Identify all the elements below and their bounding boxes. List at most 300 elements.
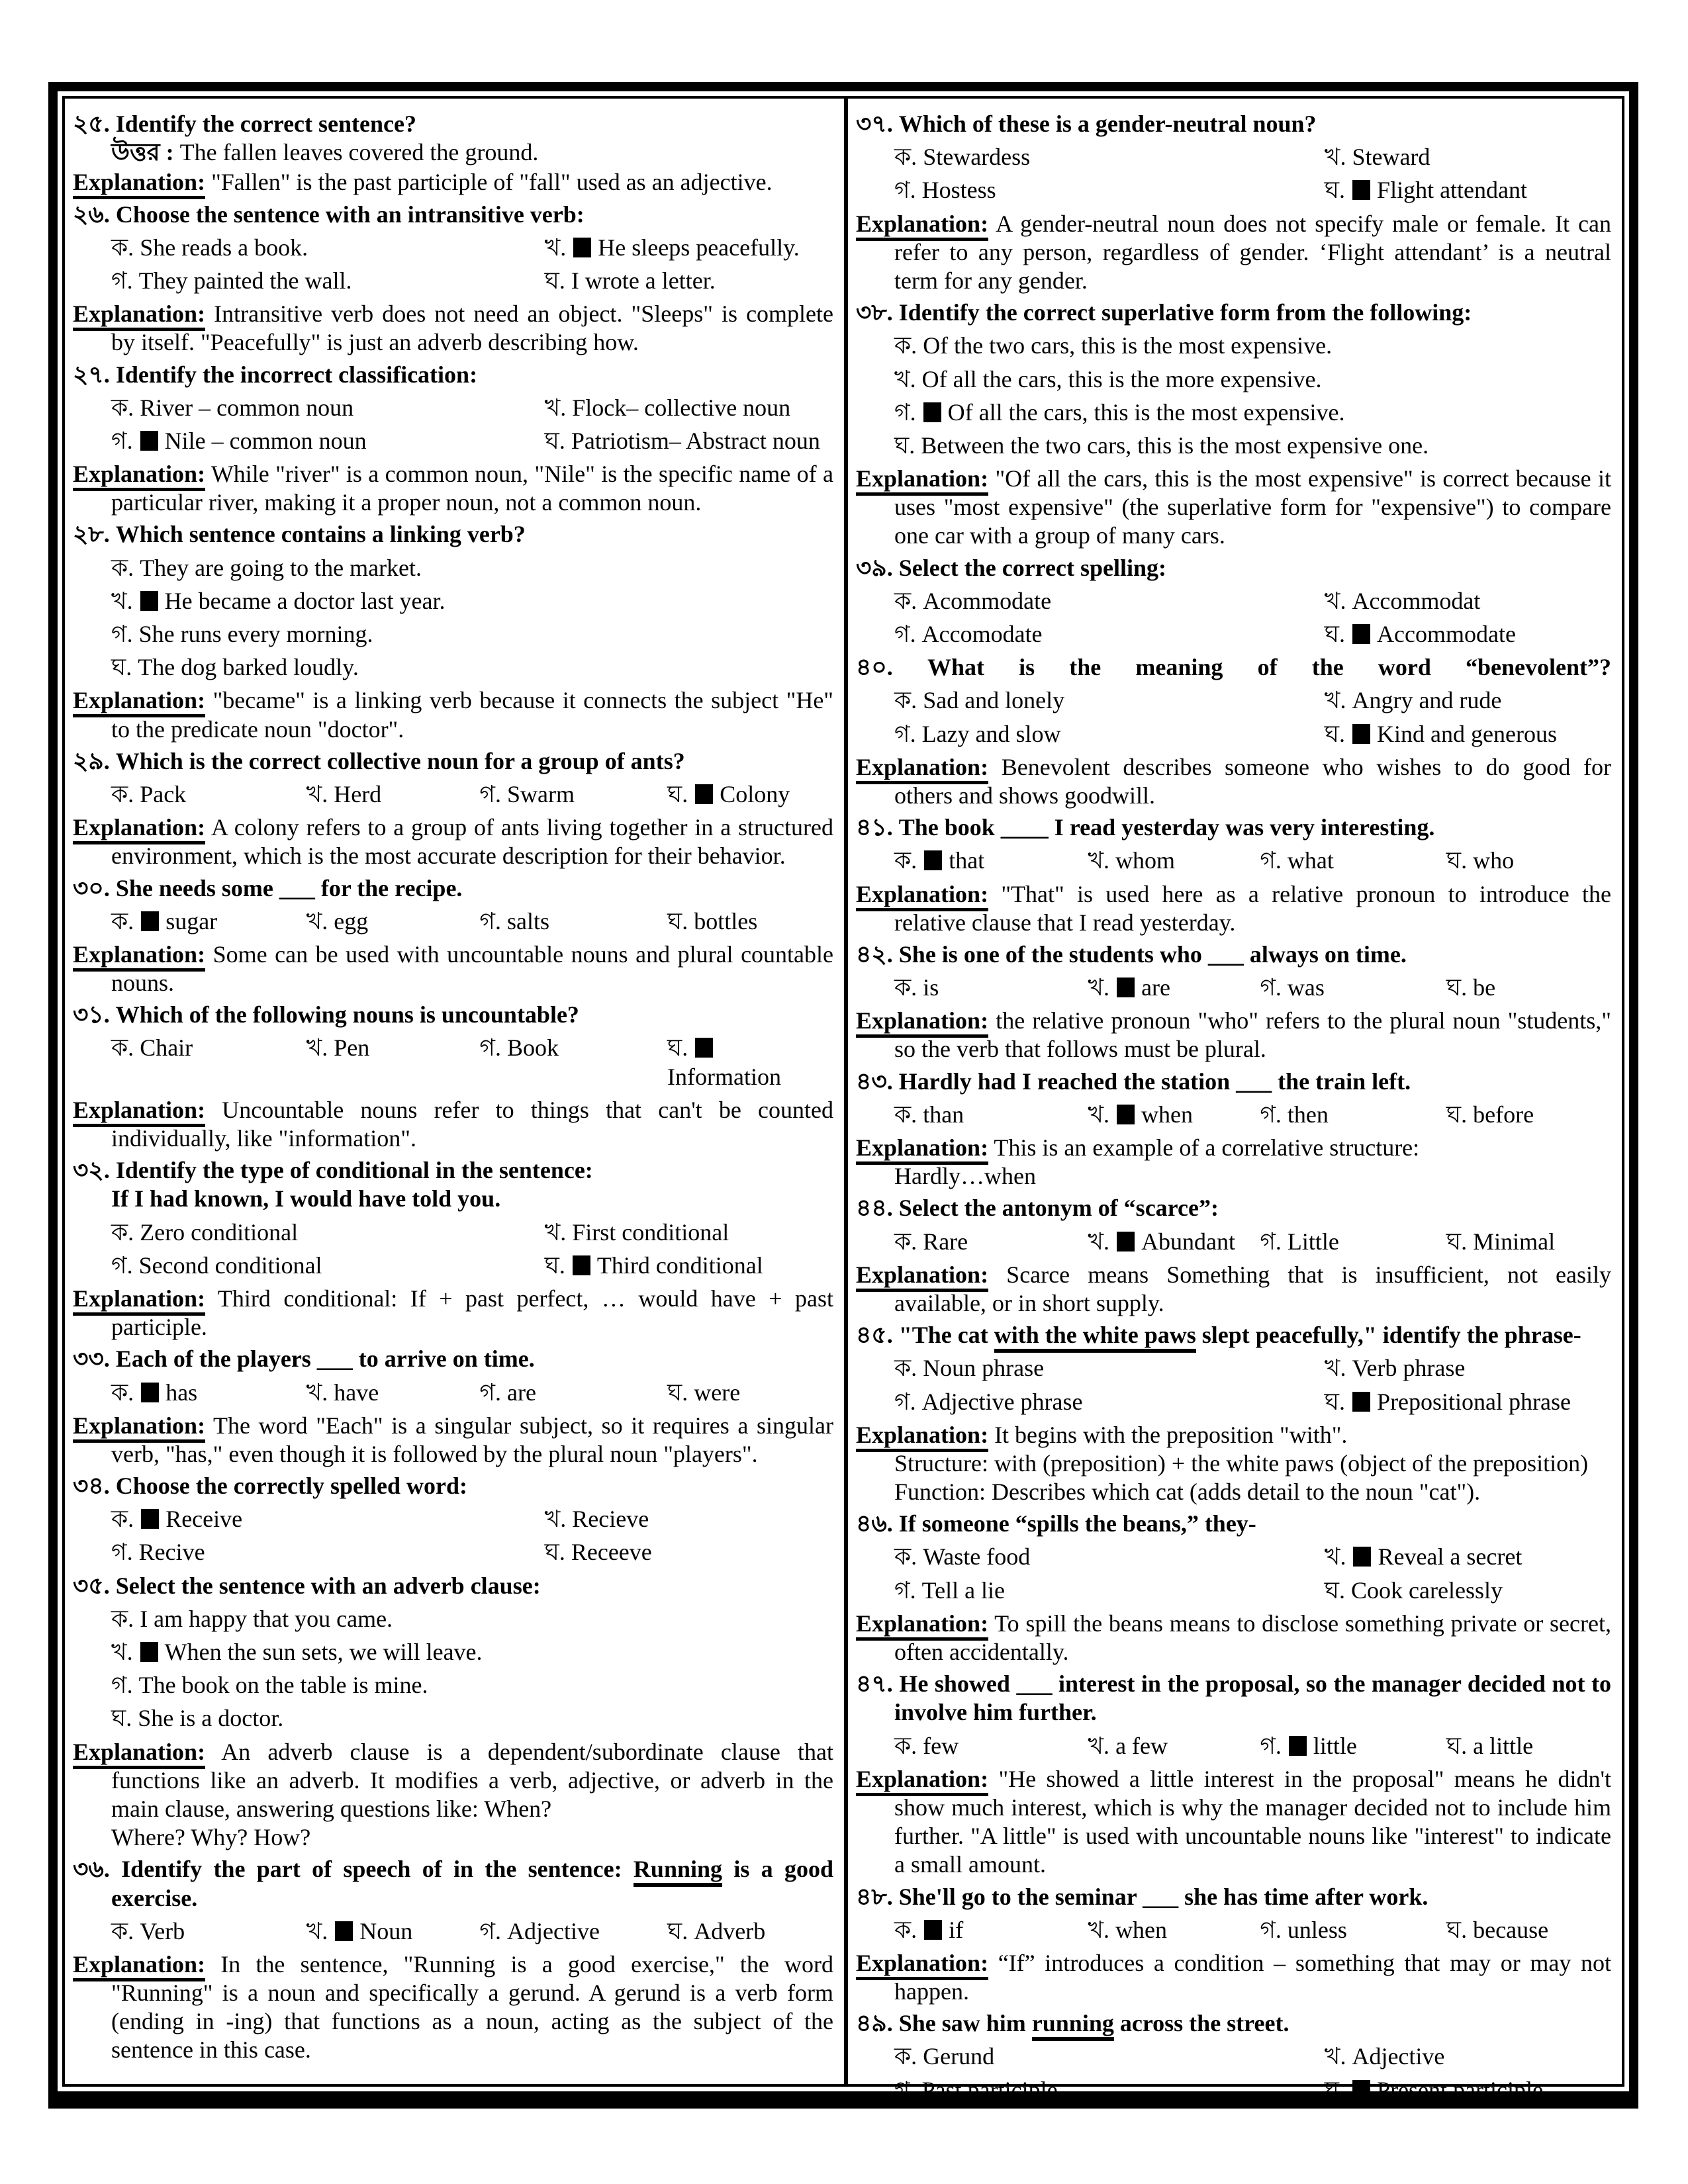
question-number: ৩৯. bbox=[856, 554, 893, 581]
answer-marker-icon bbox=[140, 431, 158, 451]
option-label: ঘ. bbox=[1324, 1388, 1346, 1415]
option-text: Second conditional bbox=[138, 1251, 322, 1279]
option-text: Gerund bbox=[923, 2043, 995, 2070]
option-text: than bbox=[923, 1101, 964, 1128]
option-label: ঘ. bbox=[1446, 847, 1468, 874]
option-text: The book on the table is mine. bbox=[138, 1672, 428, 1699]
answer-marker-icon bbox=[141, 1383, 159, 1402]
question-header-text: with the white paws bbox=[994, 1322, 1196, 1353]
question-header bbox=[856, 1321, 1611, 1349]
option-label: ক. bbox=[111, 1506, 134, 1533]
option-text: has bbox=[165, 1379, 198, 1406]
option-text: Steward bbox=[1352, 144, 1430, 171]
option-text: I wrote a letter. bbox=[571, 267, 716, 294]
option-text: when bbox=[1141, 1101, 1194, 1128]
option-text: Flight attendant bbox=[1377, 177, 1528, 204]
option bbox=[1325, 720, 1611, 749]
option bbox=[1260, 974, 1446, 1002]
option bbox=[111, 1917, 306, 1946]
option bbox=[894, 846, 1088, 875]
option bbox=[545, 1538, 833, 1567]
option-label: খ. bbox=[1324, 144, 1346, 171]
option bbox=[667, 907, 833, 936]
option-text: Chair bbox=[140, 1034, 193, 1062]
option-text: Flock– collective noun bbox=[572, 394, 791, 421]
option bbox=[1325, 1576, 1611, 1605]
options-row bbox=[73, 1671, 833, 1700]
option bbox=[479, 1034, 667, 1091]
options-row bbox=[73, 1505, 833, 1533]
explanation bbox=[73, 1738, 833, 1824]
question-subheader: If I had known, I would have told you. bbox=[111, 1185, 501, 1212]
option-text: Verb phrase bbox=[1352, 1355, 1466, 1382]
option bbox=[894, 974, 1088, 1002]
option bbox=[306, 1917, 480, 1946]
option-label: গ. bbox=[479, 1917, 501, 1944]
option-text: Tell a lie bbox=[921, 1576, 1006, 1604]
question-header bbox=[73, 874, 833, 903]
question-block bbox=[856, 110, 1611, 295]
explanation bbox=[73, 460, 833, 517]
option-text: are bbox=[507, 1379, 536, 1406]
explanation-label: Explanation: bbox=[73, 1739, 205, 1769]
option-label: ক. bbox=[111, 1605, 134, 1632]
option-text: whom bbox=[1115, 847, 1176, 874]
option bbox=[1446, 1101, 1611, 1129]
explanation-line: Hardly…when bbox=[894, 1163, 1036, 1190]
question-header-text: If someone “spills the beans,” they- bbox=[898, 1510, 1256, 1537]
explanation-text: Some can be used with uncountable nouns and plural countable nouns. bbox=[111, 940, 834, 997]
option-label: খ. bbox=[544, 1506, 567, 1533]
option bbox=[1446, 846, 1611, 875]
explanation-text: A gender-neutral noun does not specify male or female. It can refer to any person, regardless of gender. ‘Flight attendant’ is a neutral term for any gender. bbox=[894, 210, 1611, 294]
question-header-text: Identify the incorrect classification: bbox=[115, 361, 478, 388]
option-label: খ. bbox=[894, 365, 916, 392]
option bbox=[894, 1916, 1088, 1944]
question-block bbox=[856, 298, 1611, 551]
option bbox=[111, 1505, 545, 1533]
question-header-text: The book ____ I read yesterday was very interesting. bbox=[898, 814, 1435, 841]
explanation bbox=[856, 880, 1611, 937]
option-text: before bbox=[1473, 1101, 1534, 1128]
question-header-text: across the street. bbox=[1113, 2010, 1289, 2037]
question-header-text: What is the meaning of the word “benevolent”? bbox=[927, 654, 1611, 681]
option-text: She reads a book. bbox=[140, 234, 308, 261]
option bbox=[545, 1218, 833, 1247]
option bbox=[894, 143, 1325, 171]
option bbox=[111, 621, 373, 647]
answer-marker-icon bbox=[141, 911, 159, 931]
option-label: খ. bbox=[306, 1917, 328, 1944]
question-block bbox=[856, 653, 1611, 810]
option bbox=[1325, 1354, 1611, 1383]
option-label: গ. bbox=[1260, 974, 1282, 1001]
option-text: When the sun sets, we will leave. bbox=[164, 1639, 483, 1665]
option-text: Colony bbox=[720, 780, 790, 807]
option bbox=[894, 720, 1325, 749]
options-row bbox=[73, 1704, 833, 1733]
explanation-text: An adverb clause is a dependent/subordinate clause that functions like an adverb. It modifies a verb, adjective, or adverb in the main clause, answering questions like: When? bbox=[111, 1738, 833, 1822]
explanation-text: While "river" is a common noun, "Nile" is the specific name of a particular river, making it a proper noun, not a common noun. bbox=[111, 461, 833, 516]
option bbox=[1260, 1228, 1446, 1256]
option bbox=[894, 2042, 1325, 2071]
option-label: ক. bbox=[894, 1916, 917, 1943]
option-text: Noun bbox=[359, 1917, 413, 1944]
explanation bbox=[73, 300, 833, 357]
explanation-label: Explanation: bbox=[856, 1766, 988, 1796]
explanation-text: To spill the beans means to disclose something private or secret, often accidentally. bbox=[894, 1610, 1611, 1665]
option-text: Angry and rude bbox=[1352, 687, 1502, 714]
explanation bbox=[856, 753, 1611, 810]
question-header-text: is a good exercise. bbox=[111, 1856, 834, 1911]
option-text: Between the two cars, this is the most expensive one. bbox=[921, 432, 1429, 459]
answer-marker-icon bbox=[140, 591, 158, 611]
option bbox=[894, 1228, 1088, 1256]
question-block bbox=[856, 2009, 1611, 2105]
option bbox=[894, 686, 1325, 715]
question-block bbox=[73, 1572, 833, 1852]
option-label: গ. bbox=[1260, 1916, 1282, 1943]
options-row bbox=[856, 974, 1611, 1002]
option-text: few bbox=[923, 1732, 959, 1759]
option-label: ক. bbox=[111, 780, 134, 807]
question-header-text: Which sentence contains a linking verb? bbox=[115, 521, 526, 548]
answer-marker-icon bbox=[1289, 1736, 1307, 1756]
answer-marker-icon bbox=[1352, 724, 1370, 744]
option-label: ঘ. bbox=[544, 427, 565, 454]
option-text: be bbox=[1473, 974, 1496, 1001]
option bbox=[1325, 686, 1611, 715]
question-header-text: Identify the part of speech of in the sentence: bbox=[121, 1856, 633, 1883]
page-frame bbox=[48, 82, 1638, 2109]
option bbox=[111, 780, 306, 809]
explanation-label: Explanation: bbox=[856, 754, 988, 784]
option-label: গ. bbox=[894, 1388, 916, 1415]
option bbox=[894, 1354, 1325, 1383]
option bbox=[667, 1034, 833, 1091]
option-text: Cook carelessly bbox=[1351, 1576, 1503, 1604]
question-block bbox=[73, 1156, 833, 1342]
options-row bbox=[73, 1251, 833, 1280]
options-row bbox=[73, 620, 833, 649]
option-text: who bbox=[1473, 847, 1515, 874]
explanation-line: Function: Describes which cat (adds detail to the noun "cat"). bbox=[894, 1479, 1481, 1506]
option-label: ক. bbox=[894, 687, 917, 714]
options-row bbox=[856, 1916, 1611, 1944]
option bbox=[1446, 1228, 1611, 1256]
question-header bbox=[73, 1572, 833, 1600]
option-text: salts bbox=[507, 907, 550, 934]
option-label: গ. bbox=[894, 1576, 916, 1604]
question-number: ২৫. bbox=[73, 111, 110, 137]
question-block bbox=[856, 1321, 1611, 1506]
option bbox=[894, 332, 1332, 359]
option-label: ক. bbox=[894, 1101, 917, 1128]
option bbox=[1325, 143, 1611, 171]
explanation-label: Explanation: bbox=[856, 1134, 988, 1165]
question-number: ৩৭. bbox=[856, 111, 893, 137]
option-text: Of all the cars, this is the most expensive. bbox=[947, 398, 1345, 426]
answer-marker-icon bbox=[573, 238, 591, 257]
option bbox=[894, 366, 1321, 392]
options-row bbox=[856, 846, 1611, 875]
option-label: গ. bbox=[894, 621, 916, 647]
option-label: ঘ. bbox=[111, 654, 132, 681]
option-label: ঘ. bbox=[667, 1379, 688, 1406]
option-label: গ. bbox=[111, 1672, 133, 1699]
option bbox=[111, 1034, 306, 1091]
option-text: sugar bbox=[165, 907, 218, 934]
explanation-label: Explanation: bbox=[856, 1007, 988, 1038]
answer-marker-icon bbox=[1117, 978, 1135, 997]
question-block bbox=[73, 1855, 833, 2064]
explanation bbox=[856, 1007, 1611, 1064]
option bbox=[1446, 1732, 1611, 1760]
option-label: ক. bbox=[894, 2043, 917, 2070]
option-text: Of the two cars, this is the most expensive. bbox=[923, 332, 1333, 359]
option-text: Stewardess bbox=[923, 144, 1031, 171]
question-header bbox=[856, 653, 1611, 682]
option-label: গ. bbox=[479, 1379, 501, 1406]
option-label: খ. bbox=[544, 394, 567, 421]
option-label: ক. bbox=[111, 1034, 134, 1062]
answer-text: The fallen leaves covered the ground. bbox=[179, 139, 539, 166]
options-row bbox=[73, 1638, 833, 1666]
option-text: Past participle bbox=[921, 2076, 1058, 2103]
question-block bbox=[73, 874, 833, 998]
option bbox=[1446, 1916, 1611, 1944]
option bbox=[111, 1705, 283, 1731]
option-label: ক. bbox=[894, 332, 917, 359]
option-label: খ. bbox=[306, 907, 328, 934]
explanation-text: Intransitive verb does not need an object. "Sleeps" is complete by itself. "Peacefully" is just an adverb describing how. bbox=[111, 300, 834, 356]
answer-marker-icon bbox=[695, 1038, 713, 1058]
option-label: খ. bbox=[1088, 1916, 1110, 1943]
explanation bbox=[73, 813, 833, 870]
explanation-text: Uncountable nouns refer to things that can't be counted individually, like "information". bbox=[111, 1096, 833, 1152]
answer-marker-icon bbox=[1352, 1392, 1370, 1412]
option bbox=[1088, 974, 1260, 1002]
question-header bbox=[73, 1001, 833, 1029]
options-row bbox=[856, 620, 1611, 649]
question-number: ৪৩. bbox=[856, 1068, 893, 1095]
option-text: if bbox=[949, 1916, 964, 1943]
option bbox=[111, 1251, 545, 1280]
options-row bbox=[856, 1576, 1611, 1605]
option bbox=[306, 1034, 480, 1091]
option-label: খ. bbox=[306, 1034, 328, 1062]
options-row bbox=[73, 234, 833, 262]
answer-marker-icon bbox=[1117, 1105, 1135, 1124]
question-header bbox=[856, 940, 1611, 969]
options-row bbox=[73, 394, 833, 422]
option-text: Pen bbox=[334, 1034, 370, 1062]
option bbox=[1325, 1388, 1611, 1416]
option bbox=[1088, 1101, 1260, 1129]
option-text: Adjective bbox=[507, 1917, 600, 1944]
option bbox=[111, 427, 545, 455]
explanation bbox=[856, 1421, 1611, 1449]
question-block bbox=[73, 1345, 833, 1469]
explanation-line: Structure: with (preposition) + the white paws (object of the preposition) bbox=[894, 1449, 1589, 1477]
question-header-text: She needs some ___ for the recipe. bbox=[115, 874, 463, 901]
option-text: Of all the cars, this is the more expensive. bbox=[921, 365, 1322, 392]
question-header-text: He showed ___ interest in the proposal, so the manager decided not to involve him further. bbox=[894, 1670, 1612, 1726]
option bbox=[111, 267, 545, 295]
option-label: ক. bbox=[111, 234, 134, 261]
option bbox=[111, 555, 422, 581]
option bbox=[306, 780, 480, 809]
option-text: They painted the wall. bbox=[138, 267, 352, 294]
option-text: egg bbox=[334, 907, 369, 934]
option-text: Receeve bbox=[571, 1539, 652, 1566]
option-label: ক. bbox=[111, 394, 134, 421]
option-label: খ. bbox=[306, 1379, 328, 1406]
option bbox=[667, 1379, 833, 1407]
question-block bbox=[856, 813, 1611, 937]
option bbox=[894, 176, 1325, 205]
question-header-text: She'll go to the seminar ___ she has time after work. bbox=[898, 1883, 1429, 1910]
option-label: ঘ. bbox=[667, 907, 688, 934]
explanation bbox=[73, 1412, 833, 1469]
question-header bbox=[856, 298, 1611, 327]
option-label: ঘ. bbox=[1324, 720, 1346, 747]
option-label: ঘ. bbox=[1446, 1732, 1468, 1759]
option-label: খ. bbox=[1324, 687, 1346, 714]
question-number: ৩০. bbox=[73, 874, 110, 901]
explanation bbox=[73, 168, 833, 197]
option-text: Adjective phrase bbox=[921, 1388, 1083, 1415]
question-header bbox=[73, 110, 833, 138]
explanation-text: "Of all the cars, this is the most expensive" is correct because it uses "most expensive" (the superlative form for "expensive") to compare one car with a group of many cars. bbox=[894, 465, 1611, 549]
option bbox=[667, 1917, 833, 1946]
option bbox=[894, 1732, 1088, 1760]
option bbox=[111, 654, 359, 680]
explanation-label: Explanation: bbox=[856, 1610, 988, 1641]
option-label: ক. bbox=[894, 1543, 917, 1570]
options-row bbox=[856, 720, 1611, 749]
option-text: Prepositional phrase bbox=[1377, 1388, 1571, 1415]
options-row bbox=[73, 907, 833, 936]
question-block bbox=[856, 1510, 1611, 1666]
options-row bbox=[856, 1543, 1611, 1571]
option bbox=[111, 588, 445, 614]
answer-marker-icon bbox=[1353, 1547, 1371, 1567]
option-label: ক. bbox=[894, 1732, 917, 1759]
explanation-label: Explanation: bbox=[73, 1285, 205, 1316]
question-number: ৩৫. bbox=[73, 1572, 110, 1599]
explanation-text: "became" is a linking verb because it connects the subject "He" to the predicate noun "doctor". bbox=[111, 687, 833, 743]
question-header bbox=[73, 747, 833, 776]
option bbox=[111, 907, 306, 936]
option-label: গ. bbox=[1260, 1101, 1282, 1128]
option-label: ক. bbox=[894, 974, 917, 1001]
question-number: ৪৭. bbox=[856, 1670, 893, 1698]
option-label: খ. bbox=[1088, 1732, 1110, 1759]
option-text: little bbox=[1313, 1732, 1357, 1759]
question-number: ৪১. bbox=[856, 814, 893, 841]
option-label: গ. bbox=[894, 398, 916, 426]
explanation-label: Explanation: bbox=[856, 1950, 988, 1980]
question-number: ৩১. bbox=[73, 1001, 110, 1028]
option-label: ক. bbox=[894, 1355, 917, 1382]
column-left bbox=[65, 99, 844, 2084]
option-label: ঘ. bbox=[544, 1251, 565, 1279]
option bbox=[1325, 176, 1611, 205]
option-text: when bbox=[1115, 1916, 1168, 1943]
explanation-text: The word "Each" is a singular subject, so it requires a singular verb, "has," even though it is followed by the plural noun "players". bbox=[111, 1412, 833, 1467]
options-row bbox=[856, 2076, 1611, 2105]
explanation-label: Explanation: bbox=[856, 210, 988, 241]
options-row bbox=[856, 1732, 1611, 1760]
option-label: খ. bbox=[111, 587, 133, 614]
question-header bbox=[73, 1855, 833, 1912]
option-text: Noun phrase bbox=[923, 1355, 1045, 1382]
question-number: ২৯. bbox=[73, 747, 110, 774]
option-label: ঘ. bbox=[1324, 2076, 1346, 2103]
question-header-text: Which of these is a gender-neutral noun? bbox=[898, 111, 1317, 137]
explanation-label: Explanation: bbox=[73, 1097, 205, 1127]
explanation-text: the relative pronoun "who" refers to the plural noun "students," so the verb that follows must be plural. bbox=[894, 1007, 1611, 1063]
answer-marker-icon bbox=[1117, 1232, 1135, 1251]
question-number: ২৮. bbox=[73, 521, 110, 548]
option-label: গ. bbox=[894, 2076, 916, 2103]
explanation bbox=[856, 1261, 1611, 1318]
option-label: খ. bbox=[1088, 974, 1110, 1001]
question-number: ২৬. bbox=[73, 201, 110, 228]
option-label: গ. bbox=[111, 267, 133, 294]
answer-marker-icon bbox=[1352, 2080, 1370, 2100]
option bbox=[479, 780, 667, 809]
option bbox=[111, 1639, 483, 1665]
question-number: ৩৩. bbox=[73, 1345, 110, 1373]
option-text: Abundant bbox=[1141, 1228, 1236, 1255]
question-header-text: slept peacefully," identify the phrase- bbox=[1196, 1322, 1581, 1349]
explanation-text: "That" is used here as a relative pronoun to introduce the relative clause that I read yesterday. bbox=[894, 880, 1612, 936]
options-row bbox=[856, 1388, 1611, 1416]
option bbox=[894, 1576, 1325, 1605]
option bbox=[1446, 974, 1611, 1002]
options-row bbox=[73, 653, 833, 682]
option-label: গ. bbox=[479, 907, 501, 934]
question-block bbox=[856, 1883, 1611, 2007]
option bbox=[545, 1251, 833, 1280]
option bbox=[545, 1505, 833, 1533]
option-text: Recieve bbox=[572, 1506, 649, 1533]
option-label: ঘ. bbox=[667, 780, 688, 807]
question-header-text: Select the correct spelling: bbox=[898, 554, 1166, 581]
option bbox=[1088, 846, 1260, 875]
answer-label: উত্তর : bbox=[111, 139, 174, 166]
option bbox=[894, 2076, 1325, 2105]
options-row bbox=[856, 432, 1611, 460]
explanation bbox=[856, 210, 1611, 296]
option-label: গ. bbox=[111, 1251, 133, 1279]
question-header-text: Identify the correct superlative form from the following: bbox=[898, 299, 1472, 326]
question-header-text: Running bbox=[633, 1856, 722, 1887]
question-block bbox=[73, 747, 833, 871]
option bbox=[894, 1543, 1325, 1571]
question-block bbox=[856, 1068, 1611, 1191]
options-row bbox=[856, 1228, 1611, 1256]
option-text: Receive bbox=[165, 1506, 243, 1533]
option-label: খ. bbox=[1324, 1543, 1346, 1570]
question-header bbox=[856, 1670, 1611, 1727]
explanation-label: Explanation: bbox=[73, 1951, 205, 1981]
question-header-text: Which is the correct collective noun for a group of ants? bbox=[115, 747, 685, 774]
option-text: Minimal bbox=[1473, 1228, 1556, 1255]
explanation-line: Where? Why? How? bbox=[111, 1824, 311, 1851]
